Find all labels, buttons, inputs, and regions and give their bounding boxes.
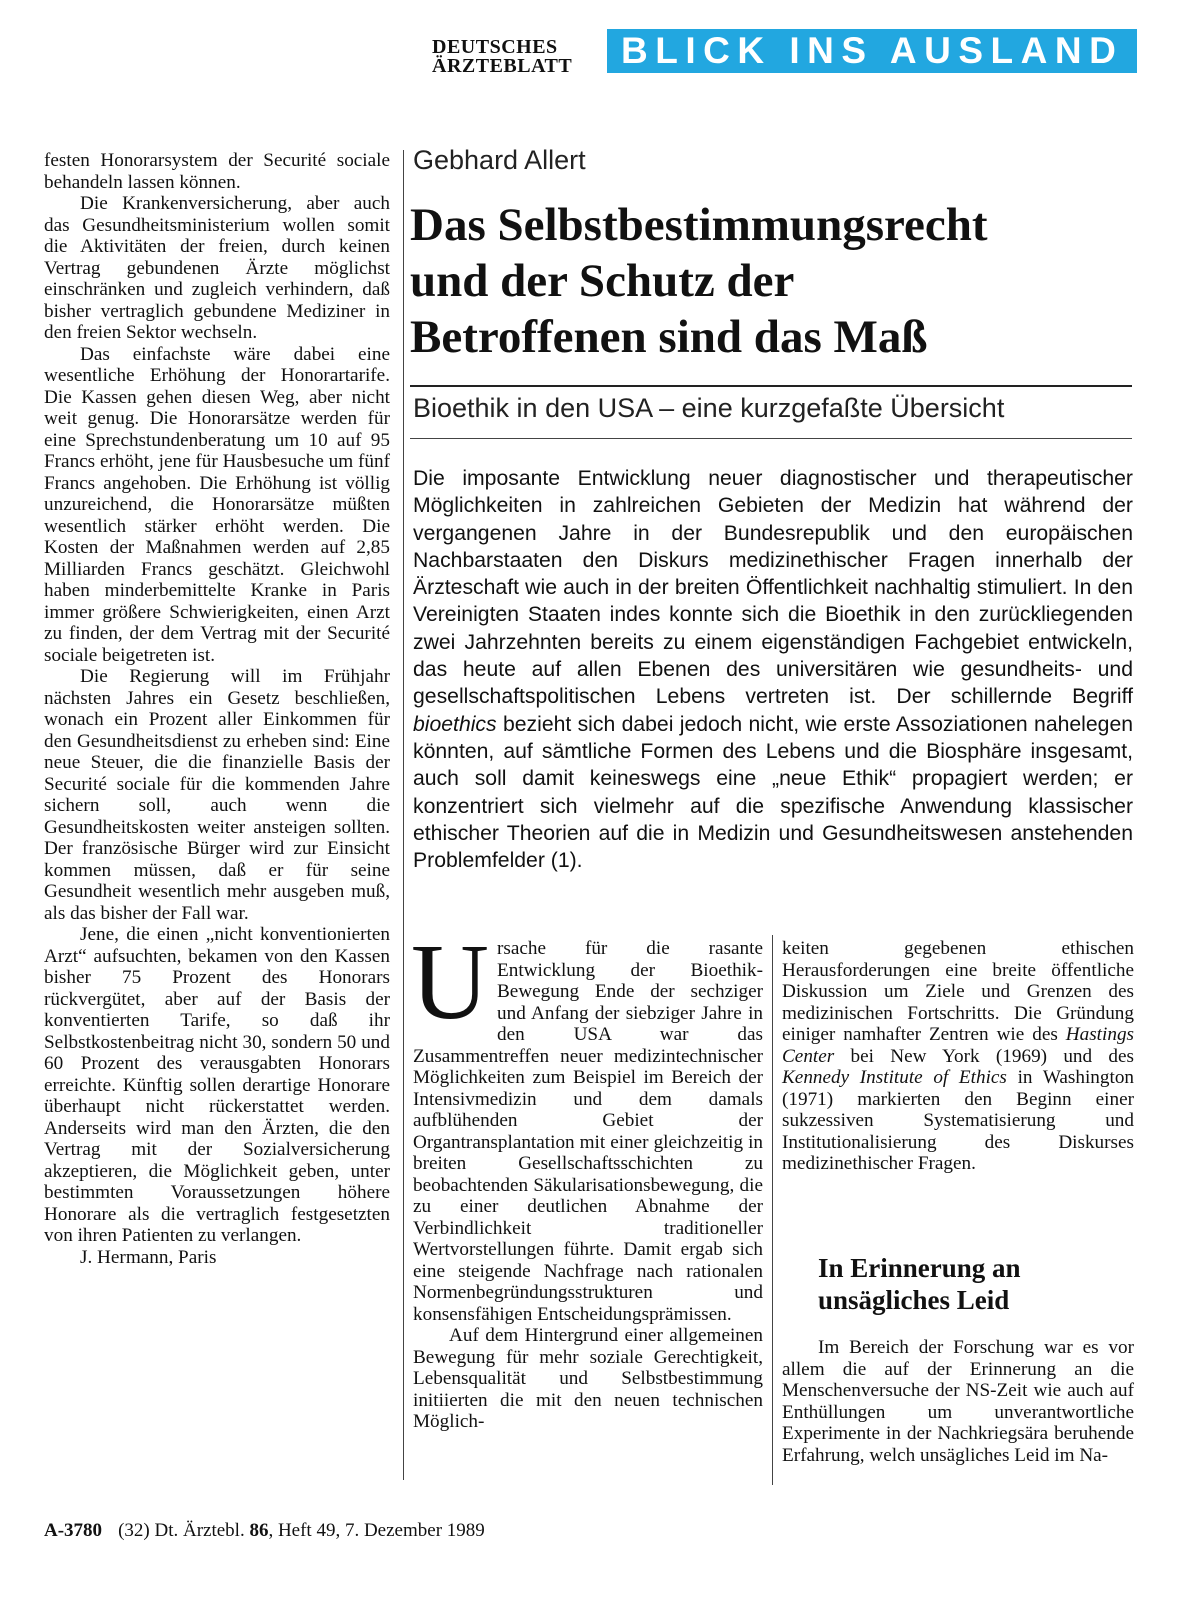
body-column-2-continued (782, 1337, 1134, 1466)
page-code: A-3780 (44, 1520, 103, 1541)
citation-volume: 86 (249, 1520, 269, 1541)
left-paragraph-5: Jene, die einen „nicht konventionierten Arzt“ aufsuchten, bekamen von den Kassen bisher 75 Prozent des Honorars rückvergütet, aber auf der Basis der konventierten Tarife, so daß ihr Selbstkostenbeitrag nicht 30, sondern 50 und 60 Prozent des verausgabten Honorars erreichte. Künftig sollen derartige Honorare überhaupt nicht rückerstattet werden. Anderseits wird man den Ärzten, die den Vertrag mit der Sozialversicherung akzeptieren, die Möglichkeit geben, unter bestimmten Voraussetzungen höhere Honorare als die vertraglich festgesetzten von ihren Patienten zu verlangen. (44, 924, 390, 1246)
subtitle-rule-bottom (410, 438, 1132, 439)
lead-text-1: Die imposante Entwicklung neuer diagnostischer und therapeutischer Möglichkeiten in zahlreichen Gebieten der Medizin hat während der vergangenen Jahre in der Bundesrepublik und den europäischen Nachbarstaaten den Diskurs medizinethischer Fragen innerhalb der Ärzteschaft wie auch in der breiten Öffentlichkeit nachhaltig stimuliert. In den Vereinigten Staaten indes konnte sich die Bioethik in den zurückliegenden zwei Jahrzehnten bereits zu einem eigenständigen Fachgebiet entwickeln, das heute auf allen Ebenen des universitären wie gesundheits- und gesellschaftspolitischen Lebens vertreten ist. Der schillernde Begriff (413, 467, 1133, 709)
article-author: Gebhard Allert (413, 145, 586, 175)
col2-text-b: bei New York (1969) und des (850, 1045, 1134, 1067)
article-subtitle: Bioethik in den USA – eine kurzgefaßte Übersicht (413, 393, 1005, 423)
drop-cap: U (411, 923, 489, 1042)
left-paragraph-3: Das einfachste wäre dabei eine wesentliche Erhöhung der Honorartarife. Die Kassen gehen diesen Weg, aber nicht weit genug. Die Honorarsätze werden für eine Sprechstundenberatung um 10 auf 95 Francs erhöht, jene für Hausbesuche um fünf Francs angehoben. Die Erhöhung ist völlig unzureichend, die Honorarsätze müßten wesentlich stärker erhöht werden. Die Kosten der Maßnahmen werden auf 2,85 Milliarden Francs geschätzt. Gleichwohl haben minderbemittelte Kranke in Paris immer größere Schwierigkeiten, einen Arzt zu finden, der dem Vertrag mit der Securité sociale beigetreten ist. (44, 343, 390, 666)
body-column-divider (772, 935, 773, 1485)
body-paragraph-1-text: rsache für die rasante Entwicklung der Bioethik-Bewegung Ende der sechziger und Anfang der siebziger Jahre in den USA war das Zusammentreffen neuer medizintechnischer Möglichkeiten zum Beispiel im Bereich der Intensivmedizin und dem damals aufblühenden Gebiet der Organtransplantation mit einer gleichzeitig in breiten Gesellschaftsschichten zu beobachtenden Säkularisationsbewegung, die zu einer deutlichen Abnahme der Verbindlichkeit traditioneller Wertvorstellungen führte. Damit ergab sich eine steigende Nachfrage nach rationalen Normenbegründungsstrukturen und konsensfähigen Entscheidungsprämissen. (413, 938, 763, 1325)
left-paragraph-1: festen Honorarsystem der Securité sociale behandeln lassen können. (44, 150, 390, 193)
body-column-1 (411, 923, 763, 1433)
left-signature: J. Hermann, Paris (80, 1246, 217, 1268)
left-paragraph-2: Die Krankenversicherung, aber auch das Gesundheitsministerium wollen somit die Aktivitäten der freien, durch keinen Vertrag gebundenen Ärzte möglichst einschränken und zugleich verhindern, daß bisher vertraglich gebundene Mediziner in den freien Sektor wechseln. (44, 193, 390, 343)
body-column-2 (782, 938, 1134, 1175)
rubric-title: BLICK INS AUSLAND (621, 30, 1124, 71)
left-column (44, 150, 390, 1268)
subtitle-rule-top (410, 385, 1132, 387)
lead-text-2: bezieht sich dabei jedoch nicht, wie erste Assoziationen nahelegen könnten, auf sämtliche Formen des Lebens und die Biosphäre insgesamt, auch soll damit keineswegs eine „neue Ethik“ propagiert werden; er konzentriert sich vielmehr auf die spezifische Anwendung klassischer ethischer Theorien auf die in Medizin und Gesundheitswesen anstehenden Problemfelder (1). (413, 712, 1134, 873)
masthead-logo (432, 38, 592, 76)
col2-italic-1: Hastings Center (782, 1024, 1134, 1067)
subhead-line-2: unsägliches Leid (818, 1285, 1010, 1315)
section-subhead (818, 1252, 1118, 1316)
body-paragraph-4: Im Bereich der Forschung war es vor allem die auf der Erinnerung an die Menschenversuche der NS-Zeit wie auch auf Enthüllungen um unverantwortliche Experimente in der Nachkriegsära beruhende Erfahrung, welch unsägliches Leid im Na- (782, 1337, 1134, 1466)
column-divider (403, 150, 404, 1480)
rubric-banner (607, 29, 1137, 73)
col2-text-c: in Washington (1971) markierten den Beginn einer sukzessiven Systematisierung und Institutionalisierung des Diskurses medizinethischer Fragen. (782, 1067, 1135, 1174)
col2-text-a: keiten gegebenen ethischen Herausforderungen eine breite öffentliche Diskussion um Ziele und Grenzen des medizinischen Fortschritts. Die Gründung einiger namhafter Zentren wie des (782, 938, 1134, 1045)
lead-italic-term: bioethics (413, 712, 497, 736)
body-paragraph-3 (782, 938, 1134, 1175)
headline-line-1: Das Selbstbestimmungsrecht (410, 199, 988, 251)
col2-italic-2: Kennedy Institute of Ethics (782, 1067, 1007, 1088)
headline-line-3: Betroffenen sind das Maß (410, 311, 928, 363)
citation-suffix: , Heft 49, 7. Dezember 1989 (268, 1520, 485, 1541)
citation-prefix: (32) Dt. Ärztebl. (118, 1520, 245, 1541)
article-headline (410, 197, 1130, 365)
subhead-line-1: In Erinnerung an (818, 1253, 1021, 1283)
logo-line-1: DEUTSCHES (432, 36, 558, 58)
left-paragraph-4: Die Regierung will im Frühjahr nächsten Jahres ein Gesetz beschließen, wonach ein Prozent aller Einkommen für den Gesundheitsdienst zu erheben sind: Eine neue Steuer, die die finanzielle Basis der Securité sociale für die kommenden Jahre sichern soll, auch wenn die Gesundheitskosten weiter ansteigen sollten. Der französische Bürger wird zur Einsicht kommen müssen, daß er für seine Gesundheit wesentlich mehr ausgeben muß, als das bisher der Fall war. (44, 666, 390, 924)
page-footer (44, 1520, 485, 1542)
lead-paragraph (413, 465, 1133, 874)
body-paragraph-1 (411, 923, 763, 1325)
headline-line-2: und der Schutz der (410, 255, 795, 307)
body-paragraph-2: Auf dem Hintergrund einer allgemeinen Bewegung für mehr soziale Gerechtigkeit, Lebensqualität und Selbstbestimmung initiierten die mit den neuen technischen Möglich- (413, 1325, 763, 1432)
logo-line-2: ÄRZTEBLATT (432, 55, 573, 77)
article-lead (413, 465, 1133, 874)
